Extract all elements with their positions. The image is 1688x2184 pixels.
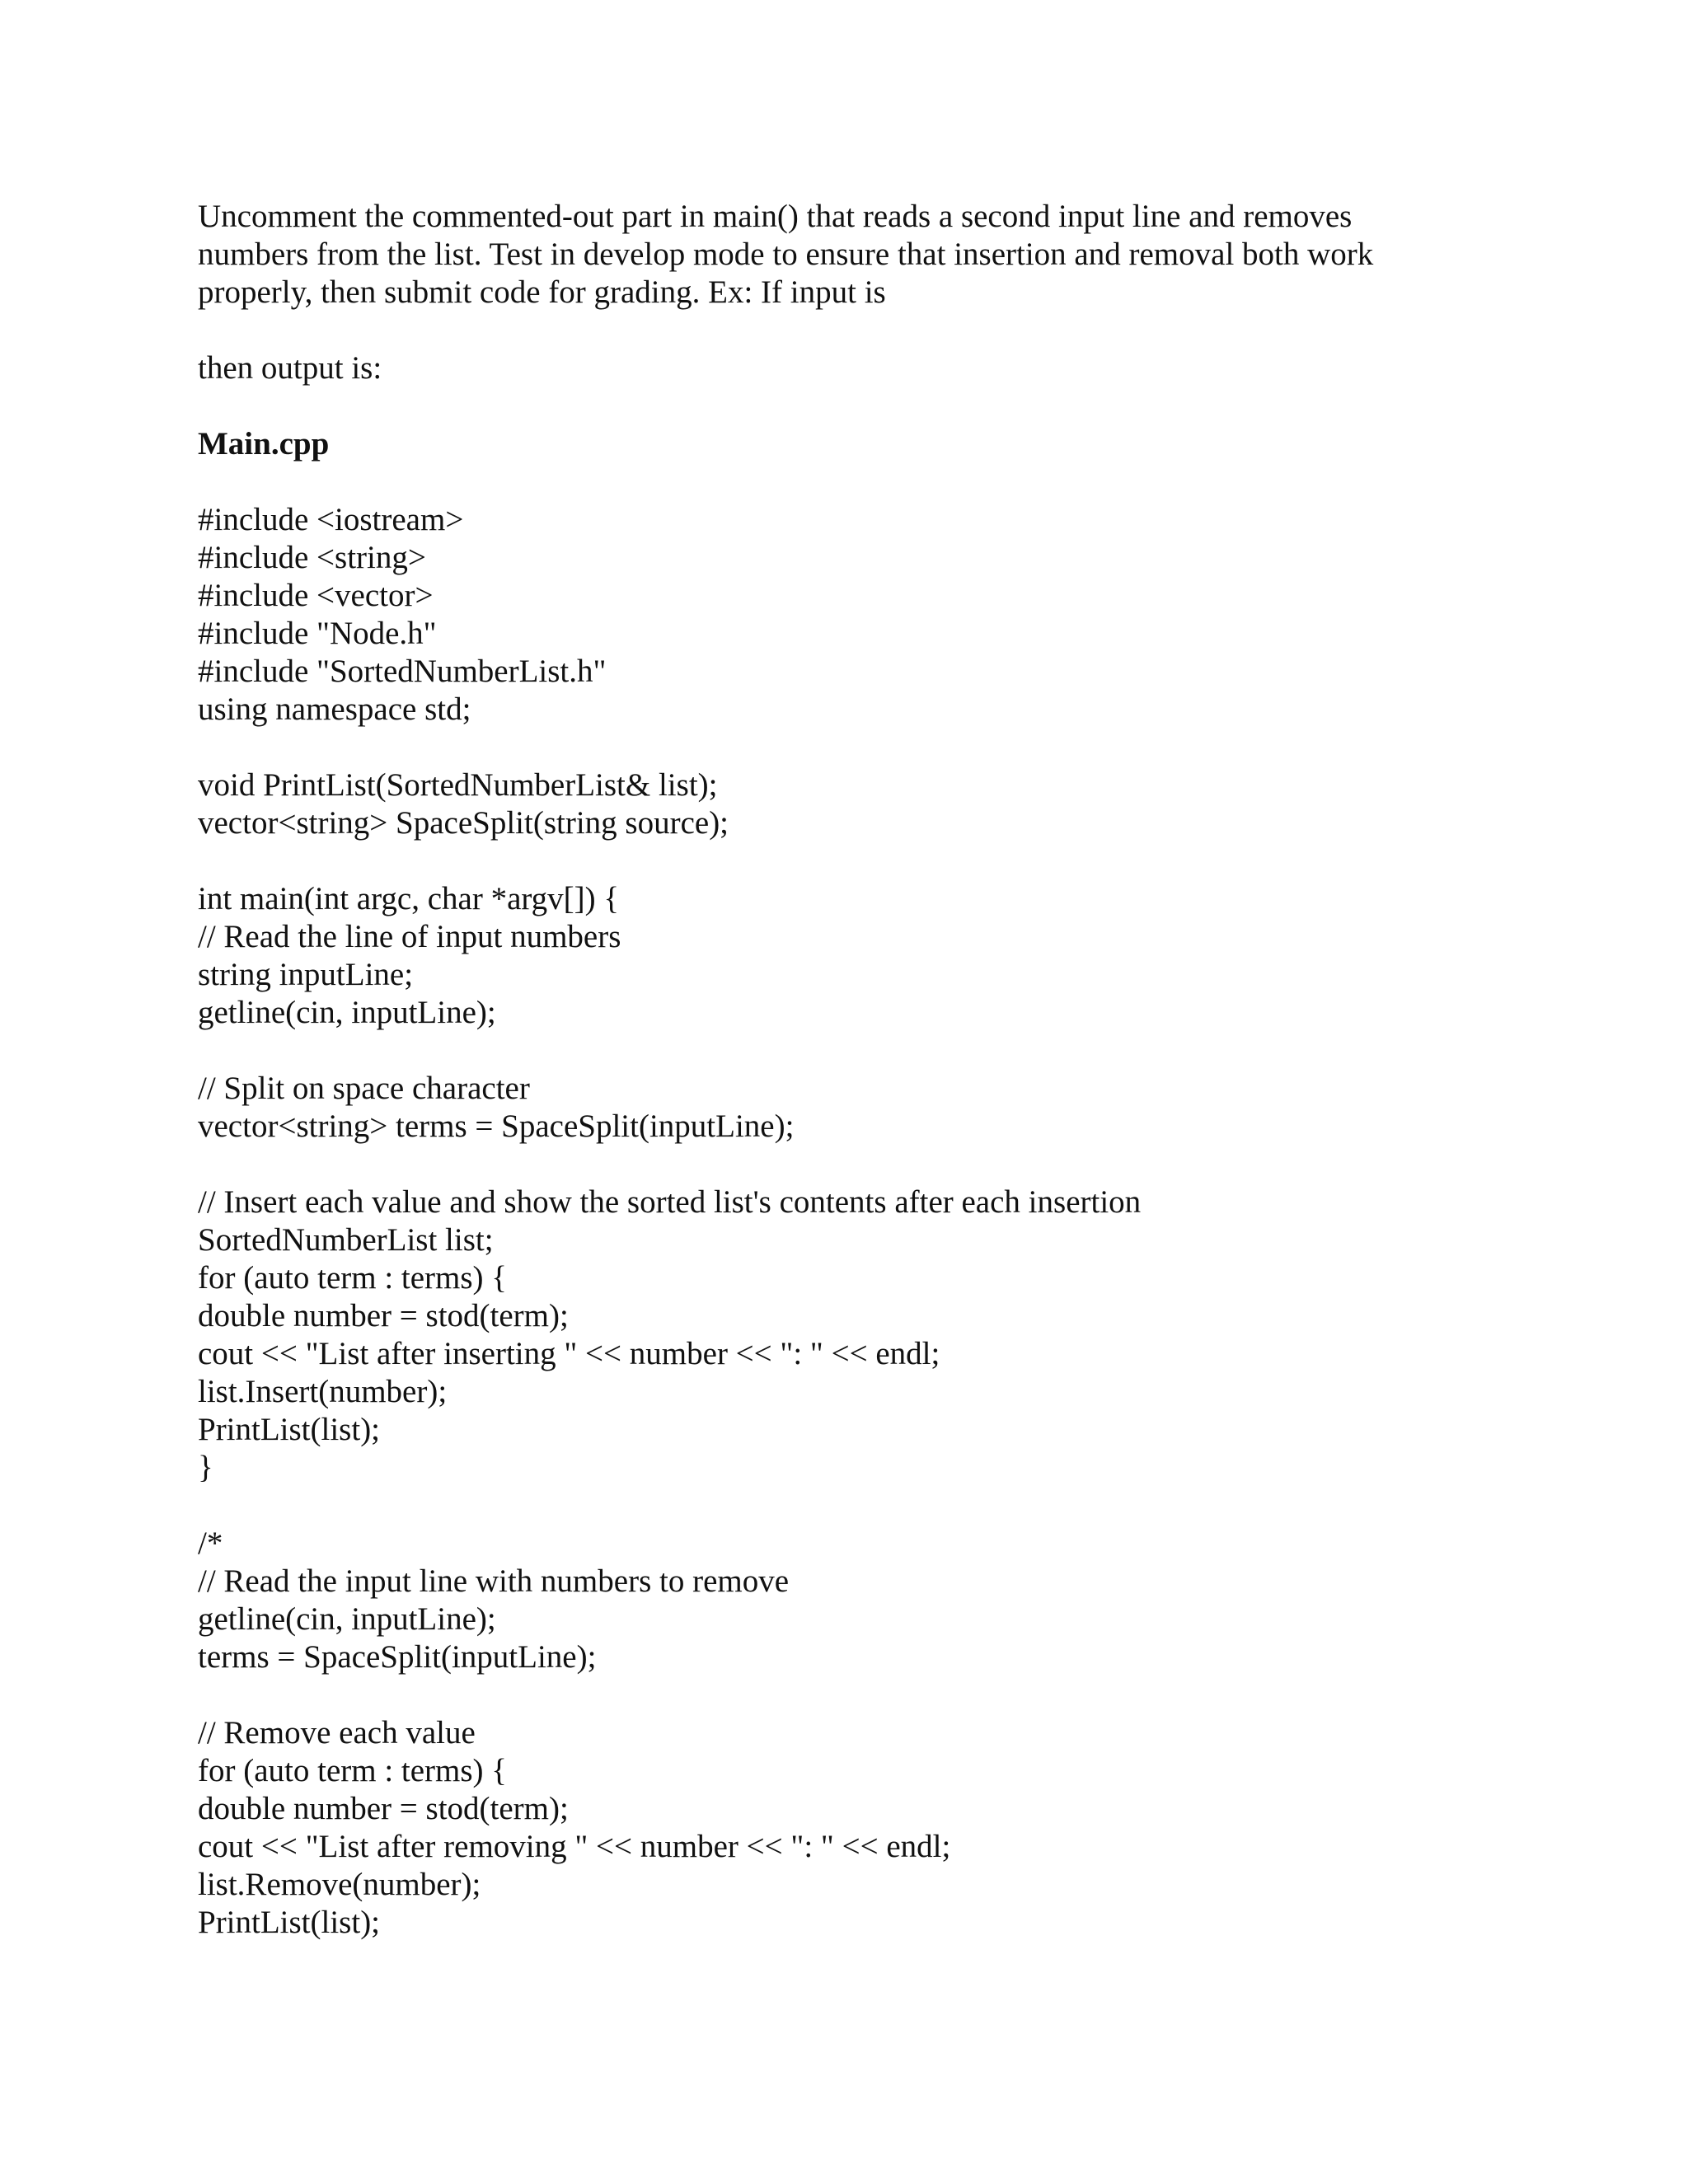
code-line: vector<string> terms = SpaceSplit(inputLine);: [198, 1108, 795, 1144]
code-line: cout << "List after inserting " << number << ": " << endl;: [198, 1336, 940, 1371]
code-line: for (auto term : terms) {: [198, 1753, 508, 1788]
code-line: #include <vector>: [198, 578, 434, 613]
output-intro: [198, 349, 1484, 387]
document-content: [198, 198, 1484, 1942]
code-line: // Remove each value: [198, 1715, 476, 1750]
code-line: double number = stod(term);: [198, 1791, 569, 1826]
code-line: // Read the input line with numbers to remove: [198, 1563, 790, 1599]
instructions-paragraph: [198, 198, 1484, 312]
code-line: list.Remove(number);: [198, 1867, 481, 1902]
code-line: SortedNumberList list;: [198, 1222, 494, 1258]
instructions-line: numbers from the list. Test in develop mode to ensure that insertion and removal both work: [198, 237, 1374, 272]
blank-line: [198, 312, 1484, 349]
output-intro-text: then output is:: [198, 350, 382, 386]
file-heading: Main.cpp: [198, 426, 330, 462]
blank-line: [198, 387, 1484, 425]
code-line: // Read the line of input numbers: [198, 919, 621, 954]
code-line: string inputLine;: [198, 957, 414, 992]
code-line: // Split on space character: [198, 1071, 530, 1106]
code-line: cout << "List after removing " << number << ": " << endl;: [198, 1829, 951, 1864]
code-blank-line: [198, 1032, 1484, 1070]
code-blank-line: [198, 1676, 1484, 1714]
code-blank-line: [198, 1487, 1484, 1525]
code-line: #include <iostream>: [198, 502, 464, 537]
blank-line: [198, 463, 1484, 501]
code-blank-line: [198, 1146, 1484, 1183]
code-line: vector<string> SpaceSplit(string source);: [198, 805, 729, 841]
code-line: terms = SpaceSplit(inputLine);: [198, 1639, 597, 1675]
code-line: getline(cin, inputLine);: [198, 995, 496, 1030]
code-blank-line: [198, 729, 1484, 766]
code-line: /*: [198, 1526, 223, 1561]
code-line: #include <string>: [198, 540, 426, 575]
instructions-line: Uncomment the commented-out part in main() that reads a second input line and removes: [198, 199, 1353, 234]
code-line: PrintList(list);: [198, 1412, 381, 1447]
code-line: // Insert each value and show the sorted list's contents after each insertion: [198, 1184, 1142, 1220]
code-line: using namespace std;: [198, 691, 471, 727]
code-blank-line: [198, 842, 1484, 880]
instructions-line: properly, then submit code for grading. Ex: If input is: [198, 274, 886, 310]
code-line: #include "Node.h": [198, 616, 437, 651]
code-line: }: [198, 1450, 213, 1485]
code-line: #include "SortedNumberList.h": [198, 654, 607, 689]
code-listing: [198, 501, 1484, 1942]
code-line: list.Insert(number);: [198, 1374, 448, 1409]
code-line: PrintList(list);: [198, 1905, 381, 1940]
code-line: getline(cin, inputLine);: [198, 1601, 496, 1637]
code-line: double number = stod(term);: [198, 1298, 569, 1333]
code-line: void PrintList(SortedNumberList& list);: [198, 767, 718, 803]
code-line: int main(int argc, char *argv[]) {: [198, 881, 620, 916]
code-line: for (auto term : terms) {: [198, 1260, 508, 1296]
